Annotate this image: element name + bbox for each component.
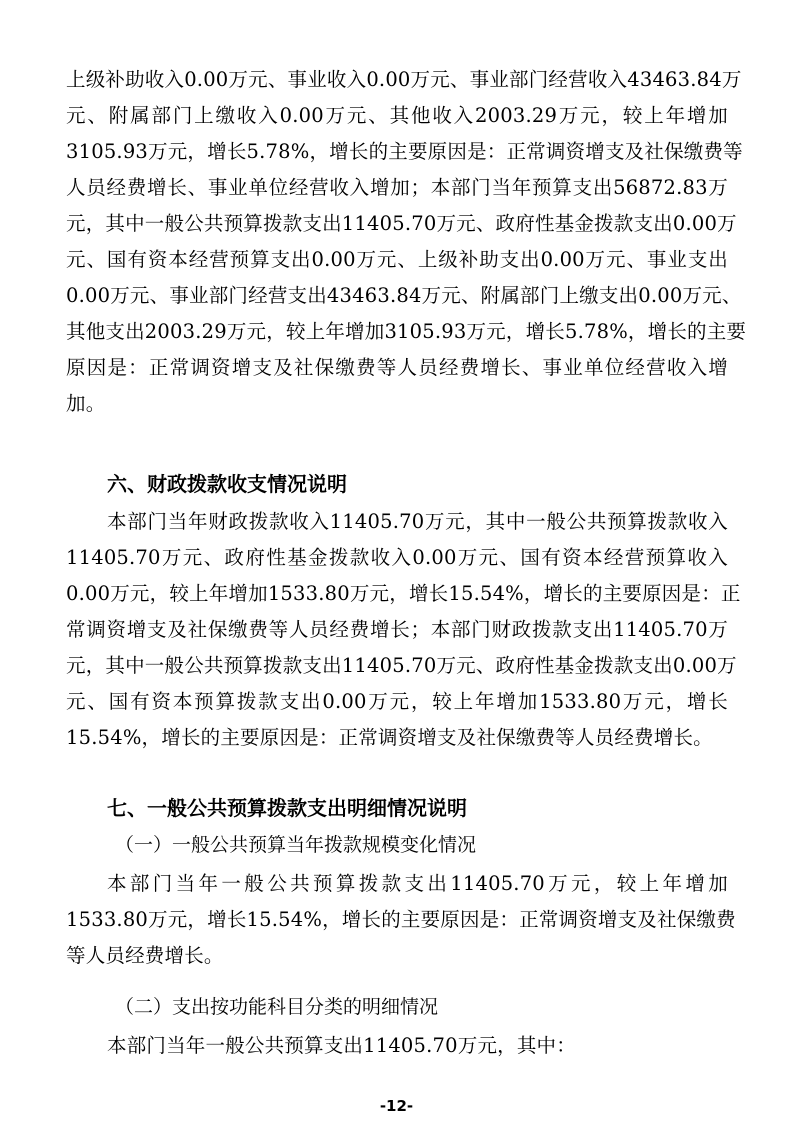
section-heading-general-budget-detail: 七、一般公共预算拨款支出明细情况说明 xyxy=(107,796,467,820)
text-line: 11405.70万元、政府性基金拨款收入0.00万元、国有资本经营预算收入 xyxy=(66,546,728,569)
text-line: 元、国有资本预算拨款支出0.00万元，较上年增加1533.80万元，增长 xyxy=(66,690,728,713)
text-line: 元，其中一般公共预算拨款支出11405.70万元、政府性基金拨款支出0.00万 xyxy=(66,654,737,677)
text-line: 0.00万元、事业部门经营支出43463.84万元、附属部门上缴支出0.00万元、 xyxy=(66,284,742,307)
text-line: 3105.93万元，增长5.78%，增长的主要原因是：正常调资增支及社保缴费等 xyxy=(66,140,743,163)
text-line: 加。 xyxy=(66,392,106,415)
subheading-scale-change: （一）一般公共预算当年拨款规模变化情况 xyxy=(115,834,477,856)
text-line: 原因是：正常调资增支及社保缴费等人员经费增长、事业单位经营收入增 xyxy=(66,356,728,379)
text-line: 元、国有资本经营预算支出0.00万元、上级补助支出0.00万元、事业支出 xyxy=(66,248,728,271)
text-line: 本部门当年一般公共预算支出11405.70万元，其中： xyxy=(107,1034,576,1057)
text-line: 15.54%，增长的主要原因是：正常调资增支及社保缴费等人员经费增长。 xyxy=(66,726,713,749)
section-heading-fiscal-appropriation: 六、财政拨款收支情况说明 xyxy=(107,472,347,496)
text-line: 上级补助收入0.00万元、事业收入0.00万元、事业部门经营收入43463.84万 xyxy=(66,68,742,91)
text-line: 人员经费增长、事业单位经营收入增加；本部门当年预算支出56872.83万 xyxy=(66,176,728,199)
subheading-functional-classification: （二）支出按功能科目分类的明细情况 xyxy=(115,996,439,1018)
page-number: -12- xyxy=(379,1097,414,1115)
text-line: 元，其中一般公共预算拨款支出11405.70万元、政府性基金拨款支出0.00万 xyxy=(66,212,737,235)
text-line: 常调资增支及社保缴费等人员经费增长；本部门财政拨款支出11405.70万 xyxy=(66,618,728,641)
text-line: 其他支出2003.29万元，较上年增加3105.93万元，增长5.78%，增长的主要 xyxy=(66,320,747,343)
text-line: 本部门当年一般公共预算拨款支出11405.70万元，较上年增加 xyxy=(107,872,728,895)
text-line: 等人员经费增长。 xyxy=(66,944,224,967)
text-line: 0.00万元，较上年增加1533.80万元，增长15.54%，增长的主要原因是：正 xyxy=(66,582,741,605)
text-line: 1533.80万元，增长15.54%，增长的主要原因是：正常调资增支及社保缴费 xyxy=(66,908,736,931)
text-line: 本部门当年财政拨款收入11405.70万元，其中一般公共预算拨款收入 xyxy=(107,510,728,533)
text-line: 元、附属部门上缴收入0.00万元、其他收入2003.29万元，较上年增加 xyxy=(66,104,728,127)
